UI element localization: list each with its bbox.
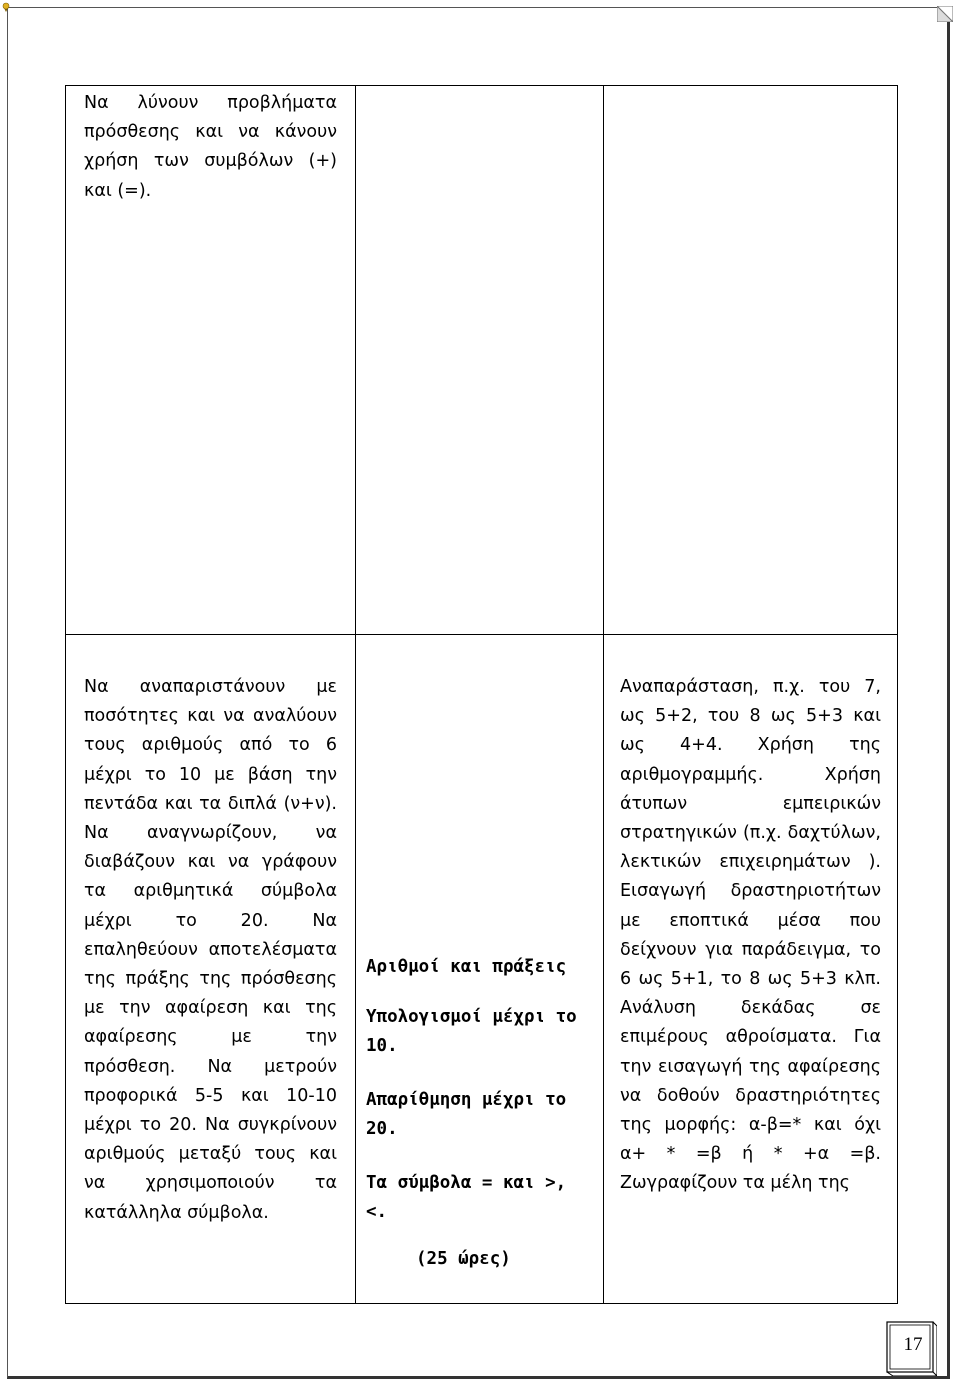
table-row [66,86,898,635]
goals-text: Να αναπαριστάνουν με ποσότητες και να αναλύουν τους αριθμούς από το 6 μέχρι το 10 με βάση την πεντάδα και τα διπλά (ν+ν). Να αναγνωρίζουν, να διαβάζουν και να γράφουν τα αριθμητικά σύμβολα μέχρι το 20. Να επαληθεύουν αποτελέσματα της πράξης της πρόσθεσης με την αφαίρεση και της αφαίρεσης με την πρόσθεση. Να μετρούν προφορικά 5-5 και 10-10 μέχρι το 20. Να συγκρίνουν αριθμούς μεταξύ τους και να χρησιμοποιούν τα κατάλληλα σύμβολα. [84,677,337,1223]
table-row [66,635,898,1304]
bookmark-icon [2,2,10,12]
syllabus-table [65,85,898,1304]
content-cell [356,635,604,1304]
page-number: 17 [903,1334,923,1355]
page-corner-fold-icon [937,6,953,22]
goals-text: Να λύνουν προβλήματα πρόσθεσης και να κάνουν χρήση των συμβόλων (+) και (=). [84,93,337,201]
content-heading: Αριθμοί και πράξεις [366,957,567,977]
content-item: Απαρίθμηση μέχρι το 20. [366,1090,567,1139]
content-cell [356,86,604,635]
activities-cell [604,86,898,635]
goals-cell [66,86,356,635]
page-number-box [885,1320,937,1376]
content-item: Τα σύμβολα = και >, <. [366,1173,567,1222]
activities-cell [604,635,898,1304]
content-item: Υπολογισμοί μέχρι το 10. [366,1007,577,1056]
content-hours: (25 ώρες) [416,1249,511,1269]
goals-cell [66,635,356,1304]
activities-text: Αναπαράσταση, π.χ. του 7, ως 5+2, του 8 ως 5+3 και ως 4+4. Χρήση της αριθμογραμμής. Χρήση άτυπων εμπειρικών στρατηγικών (π.χ. δαχτύλων, λεκτικών επιχειρημάτων ). Εισαγωγή δραστηριοτήτων με εποπτικά μέσα που δείχνουν για παράδειγμα, το 6 ως 5+1, το 8 ως 5+3 κλπ. Ανάλυση δεκάδας σε επιμέρους αθροίσματα. Για την εισαγωγή της αφαίρεσης να δοθούν δραστηριότητες της μορφής: α-β=* και όχι α+ * =β ή * +α =β. Ζωγραφίζουν τα μέλη της [620,677,881,1194]
